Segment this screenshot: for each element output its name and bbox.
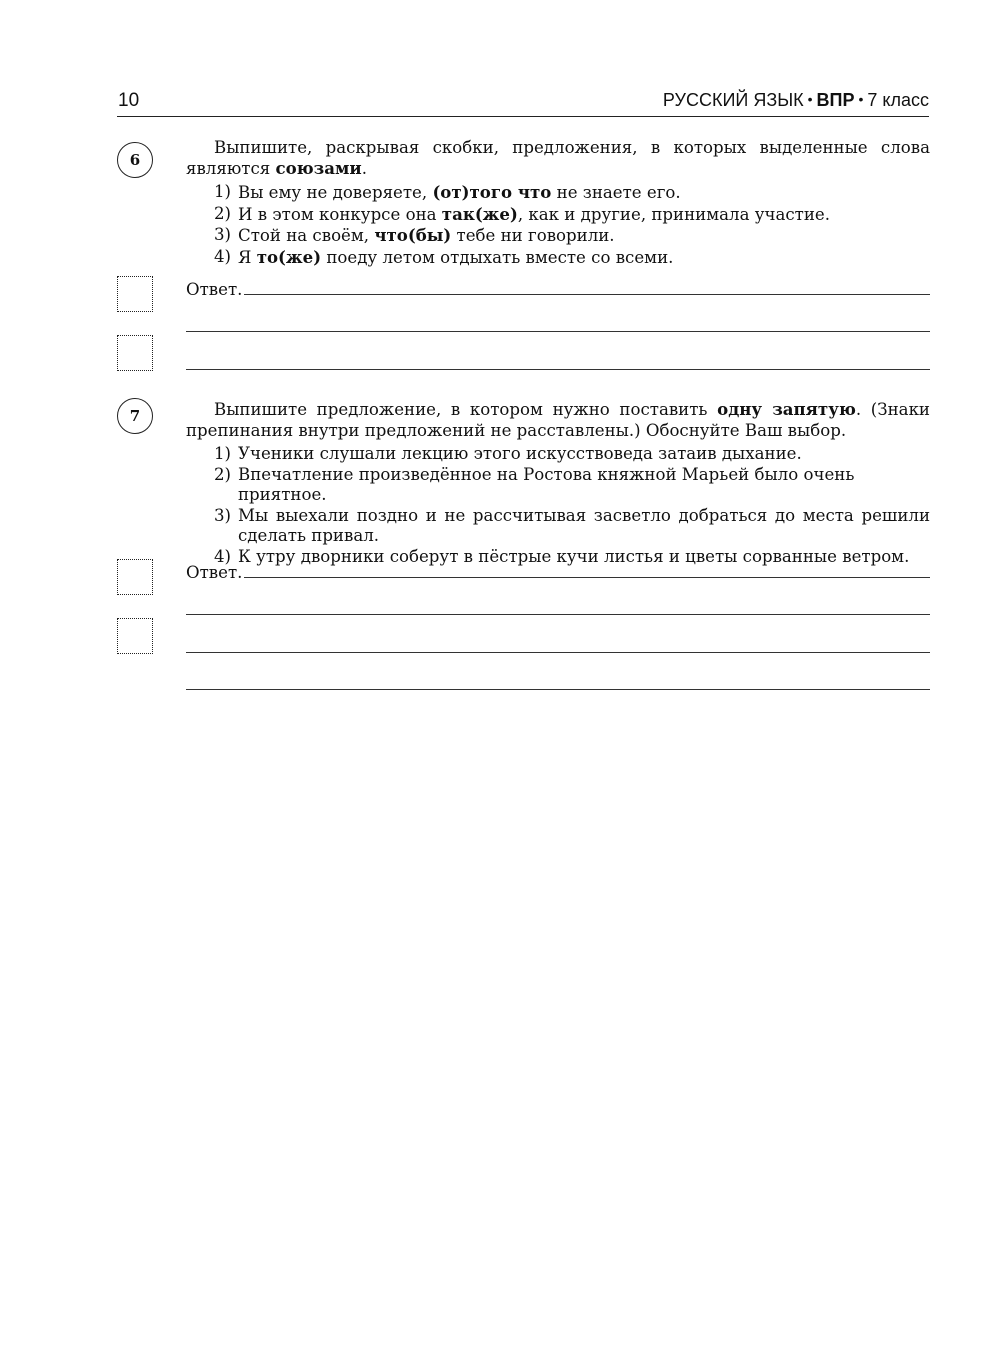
option-text: Я [238,247,257,267]
option-text: Стой на своём, [238,226,375,245]
task-7-answer-label: Ответ. [186,563,243,582]
task-6-prompt-bold: союзами [275,158,362,178]
task-7-number: 7 [117,398,153,434]
option-text: И в этом конкурсе она [238,204,442,224]
task-6-prompt [186,137,930,179]
task-7-options [214,444,930,567]
option-number: 4) [214,246,232,266]
task-7-prompt-end: . (Знаки препинания внутри предложений не расставлены.) Обоснуйте Ваш выбор. [186,400,930,440]
option-item [214,547,930,568]
option-text: тебе ни говорили. [451,226,615,245]
score-box[interactable] [117,618,153,654]
task-6-answer-label: Ответ. [186,280,243,299]
option-number: 1) [214,182,232,201]
score-box[interactable] [117,276,153,312]
option-number: 1) [214,444,232,463]
option-bold-word: что(бы) [374,225,452,245]
task-6-prompt-end: . [361,159,368,178]
option-number: 2) [214,203,232,223]
option-number: 4) [214,546,232,566]
task-7-answer-line[interactable] [244,577,930,578]
page-header [117,88,929,117]
option-text: Мы выехали поздно и не рассчитывая засветло добраться до места решили сделать привал. [238,505,930,545]
grade-label: 7 класс [867,90,929,110]
option-item [214,182,930,204]
option-item [214,247,930,269]
test-name: ВПР [816,90,855,110]
separator-dot: • [807,91,813,107]
separator-dot: • [858,91,864,107]
task-7-prompt-text: Выпишите предложение, в котором нужно поставить [214,400,718,419]
option-item [214,444,930,465]
option-text: , как и другие, принимала участие. [517,204,830,224]
option-bold-word: так(же) [441,203,518,224]
option-number: 3) [214,225,232,244]
score-box[interactable] [117,335,153,371]
option-bold-word: то(же) [256,246,322,267]
page-number: 10 [118,90,140,111]
option-item [214,204,930,226]
task-6-answer-line[interactable] [186,331,930,332]
task-6-number: 6 [117,142,153,178]
task-7-answer-line[interactable] [186,689,930,690]
option-item [214,465,930,506]
option-item [214,225,930,247]
option-bold-word: (от)того что [432,182,552,202]
task-6-answer-line[interactable] [244,294,930,295]
task-6-options [214,182,930,268]
option-text: Ученики слушали лекцию этого искусствоведа затаив дыхание. [238,444,802,463]
task-7-answer-line[interactable] [186,614,930,615]
score-box[interactable] [117,559,153,595]
option-text: поеду летом отдыхать вместе со всеми. [321,247,674,267]
task-6-answer-line[interactable] [186,369,930,370]
option-item [214,506,930,547]
running-title [663,90,929,111]
task-7-prompt [186,399,930,441]
task-7-answer-line[interactable] [186,652,930,653]
option-number: 2) [214,464,232,484]
option-text: К утру дворники соберут в пёстрые кучи листья и цветы сорванные ветром. [238,546,910,566]
option-text: Вы ему не доверяете, [238,183,433,202]
task-6-prompt-text: Выпишите, раскрывая скобки, предложения, в которых выделенные слова являются [186,138,930,178]
option-text: не знаете его. [551,183,681,202]
task-7-prompt-bold: одну запятую [717,399,856,419]
option-number: 3) [214,505,232,525]
subject-title: РУССКИЙ ЯЗЫК [662,90,804,110]
option-text: Впечатление произведённое на Ростова княжной Марьей было очень приятное. [238,464,855,504]
